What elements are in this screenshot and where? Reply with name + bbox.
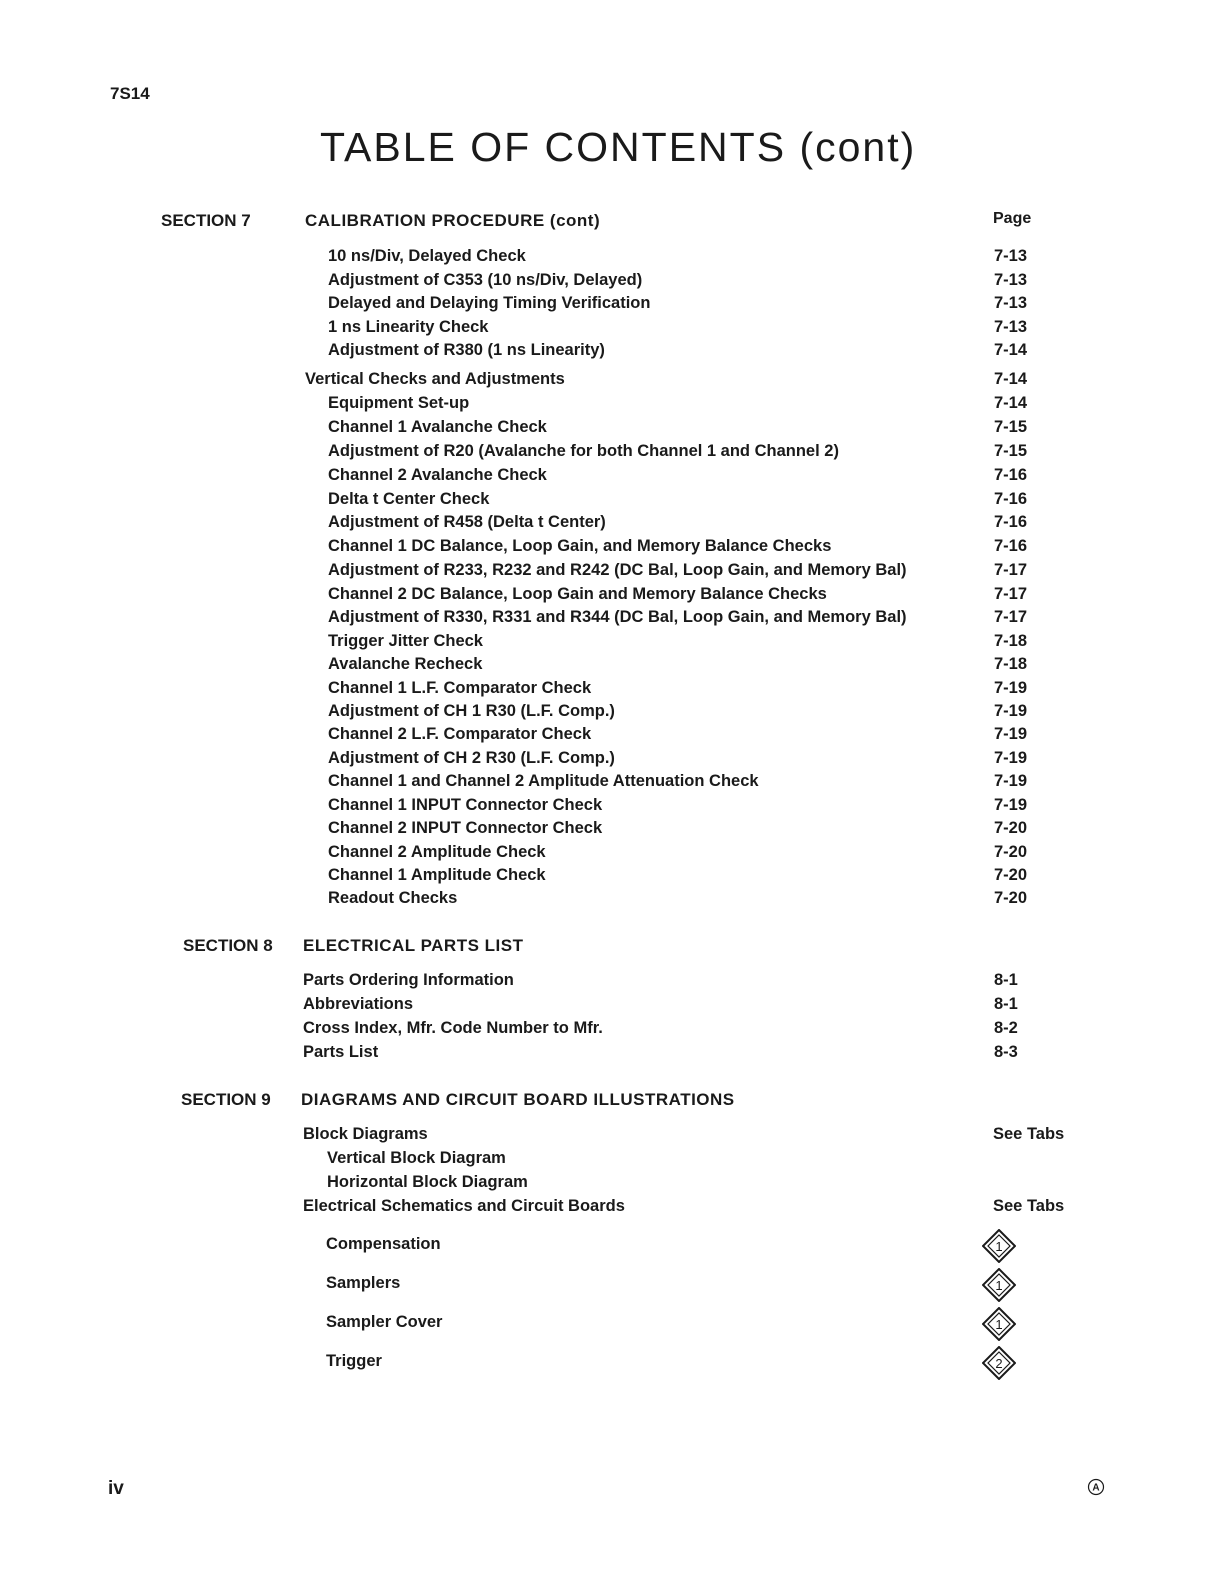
toc-entry-page: 7-18 — [994, 655, 1028, 673]
page-number: iv — [108, 1478, 124, 1499]
toc-entry — [0, 866, 1224, 889]
toc-entry-title: Horizontal Block Diagram — [327, 1173, 528, 1191]
toc-entry — [0, 585, 1224, 608]
toc-entry — [0, 1125, 1224, 1148]
toc-entry — [0, 1043, 1224, 1066]
toc-entry — [0, 271, 1224, 294]
toc-entry — [0, 490, 1224, 513]
toc-entry-page: See Tabs — [993, 1125, 1065, 1143]
toc-entry-title: Parts Ordering Information — [303, 971, 514, 989]
toc-entry-title: 10 ns/Div, Delayed Check — [328, 247, 526, 265]
diagram-tab-number: 1 — [995, 1278, 1003, 1293]
toc-entry-title: Adjustment of R458 (Delta t Center) — [328, 513, 606, 531]
toc-entry-page: 7-17 — [994, 561, 1028, 579]
toc-entry-title: Readout Checks — [328, 889, 458, 907]
toc-entry-title: Cross Index, Mfr. Code Number to Mfr. — [303, 1019, 603, 1037]
diagram-tab-diamond-icon — [982, 1346, 1016, 1380]
toc-entry — [0, 843, 1224, 866]
toc-entry-page: 8-2 — [994, 1019, 1018, 1037]
toc-entry-page: 7-19 — [994, 725, 1028, 743]
toc-entry-title: Channel 1 and Channel 2 Amplitude Attenuation Check — [328, 772, 759, 790]
toc-entry-page: 7-14 — [994, 394, 1028, 412]
toc-entry-page: 7-14 — [994, 370, 1028, 388]
toc-entry-title: Channel 1 L.F. Comparator Check — [328, 679, 592, 697]
toc-entry-title: Channel 1 DC Balance, Loop Gain, and Memory Balance Checks — [328, 537, 832, 555]
toc-entry-page: 7-20 — [994, 889, 1028, 907]
section-8-title: ELECTRICAL PARTS LIST — [303, 936, 524, 955]
toc-entry-page: 7-13 — [994, 247, 1028, 265]
toc-entry-page: 7-17 — [994, 585, 1028, 603]
toc-entry-title: Channel 2 Avalanche Check — [328, 466, 547, 484]
toc-entry-title: Abbreviations — [303, 995, 414, 1013]
toc-entry-title: Vertical Block Diagram — [327, 1149, 506, 1167]
toc-entry — [0, 608, 1224, 631]
toc-entry — [0, 341, 1224, 364]
toc-entry-page: 7-19 — [994, 702, 1028, 720]
toc-entry-page: 7-16 — [994, 537, 1028, 555]
toc-entry-title: Channel 1 Avalanche Check — [328, 418, 547, 436]
diagram-tab-number: 1 — [995, 1317, 1003, 1332]
toc-entry-page: 7-16 — [994, 490, 1028, 508]
toc-entry-page: 7-20 — [994, 843, 1028, 861]
toc-entry-page: 7-13 — [994, 294, 1028, 312]
toc-entry-title: Vertical Checks and Adjustments — [305, 370, 565, 388]
toc-entry — [0, 749, 1224, 772]
toc-entry-title: Channel 1 INPUT Connector Check — [328, 796, 603, 814]
toc-entry-page: 7-19 — [994, 679, 1028, 697]
toc-entry-page: 7-13 — [994, 318, 1028, 336]
toc-entry — [0, 1019, 1224, 1042]
toc-entry-title: Adjustment of R330, R331 and R344 (DC Bal, Loop Gain, and Memory Bal) — [328, 608, 907, 626]
toc-entry-title: Trigger Jitter Check — [328, 632, 483, 650]
diagram-entry — [0, 1267, 1224, 1303]
page-title: TABLE OF CONTENTS (cont) — [320, 124, 917, 170]
toc-entry-page: 7-13 — [994, 271, 1028, 289]
toc-entry — [0, 679, 1224, 702]
toc-entry-page: See Tabs — [993, 1197, 1065, 1215]
diagram-entry — [0, 1306, 1224, 1342]
toc-entry — [0, 294, 1224, 317]
diagram-entry-title: Sampler Cover — [326, 1313, 443, 1331]
toc-entry — [0, 394, 1224, 417]
toc-entry-title: Adjustment of R233, R232 and R242 (DC Bal, Loop Gain, and Memory Bal) — [328, 561, 907, 579]
toc-entry — [0, 537, 1224, 560]
toc-entry-title: Adjustment of C353 (10 ns/Div, Delayed) — [328, 271, 643, 289]
toc-entry — [0, 725, 1224, 748]
toc-entry-page: 7-17 — [994, 608, 1028, 626]
toc-entry-page: 7-18 — [994, 632, 1028, 650]
toc-entry — [0, 655, 1224, 678]
toc-entry-title: Parts List — [303, 1043, 379, 1061]
toc-entry — [0, 702, 1224, 725]
toc-entry-title: Channel 2 L.F. Comparator Check — [328, 725, 592, 743]
toc-entry-title: Delayed and Delaying Timing Verification — [328, 294, 651, 312]
section-9-label: SECTION 9 — [181, 1090, 271, 1109]
toc-entry-title: Avalanche Recheck — [328, 655, 483, 673]
toc-entry-title: Channel 2 INPUT Connector Check — [328, 819, 603, 837]
toc-entry-title: Adjustment of CH 1 R30 (L.F. Comp.) — [328, 702, 615, 720]
diagram-tab-diamond-icon — [982, 1268, 1016, 1302]
toc-entry-title: Adjustment of R20 (Avalanche for both Channel 1 and Channel 2) — [328, 442, 839, 460]
toc-entry — [0, 819, 1224, 842]
toc-entry-page: 8-3 — [994, 1043, 1018, 1061]
toc-entry — [0, 632, 1224, 655]
toc-entry — [0, 442, 1224, 465]
toc-entry-page: 8-1 — [994, 971, 1018, 989]
toc-entry — [0, 772, 1224, 795]
toc-entry-page: 7-14 — [994, 341, 1028, 359]
page-column-header: Page — [993, 210, 1032, 227]
toc-entry — [0, 418, 1224, 441]
diagram-tab-number: 2 — [995, 1356, 1003, 1371]
toc-entry — [0, 466, 1224, 489]
toc-entry — [0, 247, 1224, 270]
section-8-label: SECTION 8 — [183, 936, 273, 955]
toc-entry — [0, 370, 1224, 393]
section-7-label: SECTION 7 — [161, 211, 251, 230]
toc-entry-title: Adjustment of R380 (1 ns Linearity) — [328, 341, 605, 359]
diagram-entry — [0, 1228, 1224, 1264]
toc-entry-page: 7-15 — [994, 418, 1028, 436]
toc-entry — [0, 318, 1224, 341]
toc-entry — [0, 1149, 1224, 1172]
toc-entry-page: 8-1 — [994, 995, 1018, 1013]
toc-entry-page: 7-20 — [994, 819, 1028, 837]
toc-entry-page: 7-15 — [994, 442, 1028, 460]
toc-entry — [0, 561, 1224, 584]
section-9-title: DIAGRAMS AND CIRCUIT BOARD ILLUSTRATIONS — [301, 1090, 735, 1109]
toc-entry-title: Delta t Center Check — [328, 490, 490, 508]
toc-entry — [0, 1173, 1224, 1196]
toc-entry-page: 7-19 — [994, 772, 1028, 790]
revision-mark-letter: A — [1092, 1482, 1100, 1494]
diagram-entry — [0, 1345, 1224, 1381]
toc-entry — [0, 971, 1224, 994]
toc-entry — [0, 889, 1224, 912]
diagram-tab-number: 1 — [995, 1239, 1003, 1254]
section-7-title: CALIBRATION PROCEDURE (cont) — [305, 211, 601, 230]
revision-mark-icon — [1087, 1478, 1105, 1496]
toc-entry-page: 7-16 — [994, 513, 1028, 531]
toc-entry — [0, 796, 1224, 819]
toc-entry-title: Channel 1 Amplitude Check — [328, 866, 546, 884]
toc-entry — [0, 1197, 1224, 1220]
diagram-entry-title: Samplers — [326, 1274, 401, 1292]
toc-entry — [0, 513, 1224, 536]
toc-entry — [0, 995, 1224, 1018]
toc-entry-title: Channel 2 Amplitude Check — [328, 843, 546, 861]
toc-entry-page: 7-20 — [994, 866, 1028, 884]
toc-entry-title: Electrical Schematics and Circuit Boards — [303, 1197, 625, 1215]
toc-entry-title: Adjustment of CH 2 R30 (L.F. Comp.) — [328, 749, 615, 767]
diagram-entry-title: Compensation — [326, 1235, 441, 1253]
diagram-tab-diamond-icon — [982, 1229, 1016, 1263]
toc-entry-title: Equipment Set-up — [328, 394, 470, 412]
toc-entry-title: Block Diagrams — [303, 1125, 428, 1143]
toc-entry-page: 7-19 — [994, 749, 1028, 767]
toc-entry-page: 7-16 — [994, 466, 1028, 484]
diagram-entry-title: Trigger — [326, 1352, 382, 1370]
diagram-tab-diamond-icon — [982, 1307, 1016, 1341]
toc-entry-title: Channel 2 DC Balance, Loop Gain and Memory Balance Checks — [328, 585, 827, 603]
model-number: 7S14 — [110, 84, 150, 103]
toc-entry-page: 7-19 — [994, 796, 1028, 814]
toc-entry-title: 1 ns Linearity Check — [328, 318, 489, 336]
